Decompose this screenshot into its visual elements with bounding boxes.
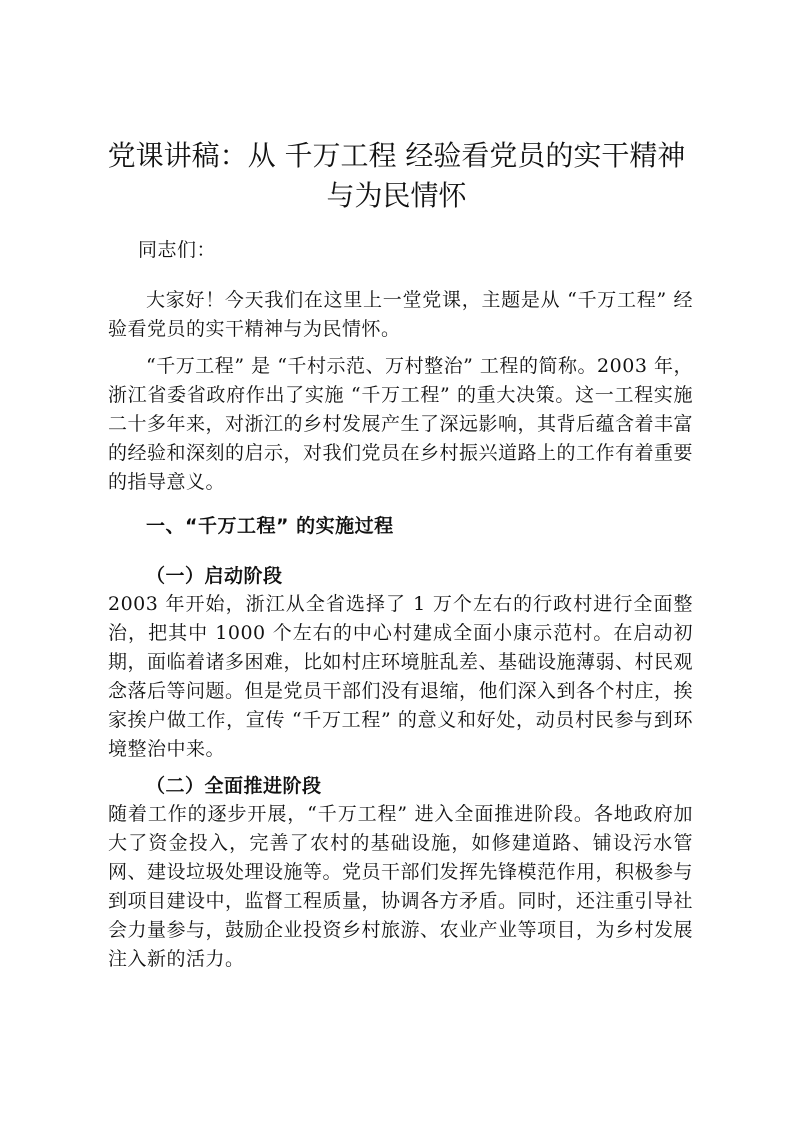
section-heading-1: 一、“千万工程” 的实施过程: [146, 515, 394, 537]
subsection-body-1: 2003 年开始，浙江从全省选择了 1 万个左右的行政村进行全面整治，把其中 1000 个左右的中心村建成全面小康示范村。在启动初期，面临着诸多困难，比如村庄环境脏乱差、基础设施薄弱、村民观念落后等问题。但是党员干部们没有退缩，他们深入到各个村庄，挨家挨户做工作，宣传 “千万工程” 的意义和好处，动员村民参与到环境整治中来。: [108, 593, 694, 760]
subsection-heading-1: （一）启动阶段: [146, 565, 283, 587]
document-title: 党课讲稿：从 千万工程 经验看党员的实干精神与为民情怀: [107, 139, 686, 212]
intro-paragraph: 大家好！今天我们在这里上一堂党课，主题是从 “千万工程” 经验看党员的实干精神与为民情怀。: [108, 289, 693, 340]
subsection-heading-2: （二）全面推进阶段: [146, 775, 322, 797]
salutation: 同志们：: [138, 239, 217, 261]
subsection-body-2: 随着工作的逐步开展，“千万工程” 进入全面推进阶段。各地政府加大了资金投入，完善了农村的基础设施，如修建道路、铺设污水管网、建设垃圾处理设施等。党员干部们发挥先锋模范作用，积极参与到项目建设中，监督工程质量，协调各方矛盾。同时，还注重引导社会力量参与，鼓励企业投资乡村旅游、农业产业等项目，为乡村发展注入新的活力。: [108, 803, 694, 970]
background-paragraph: “千万工程” 是 “千村示范、万村整治” 工程的简称。2003 年，浙江省委省政府作出了实施 “千万工程” 的重大决策。这一工程实施二十多年来，对浙江的乡村发展产生了深远影响，其背后蕴含着丰富的经验和深刻的启示，对我们党员在乡村振兴道路上的工作有着重要的指导意义。: [108, 355, 694, 493]
